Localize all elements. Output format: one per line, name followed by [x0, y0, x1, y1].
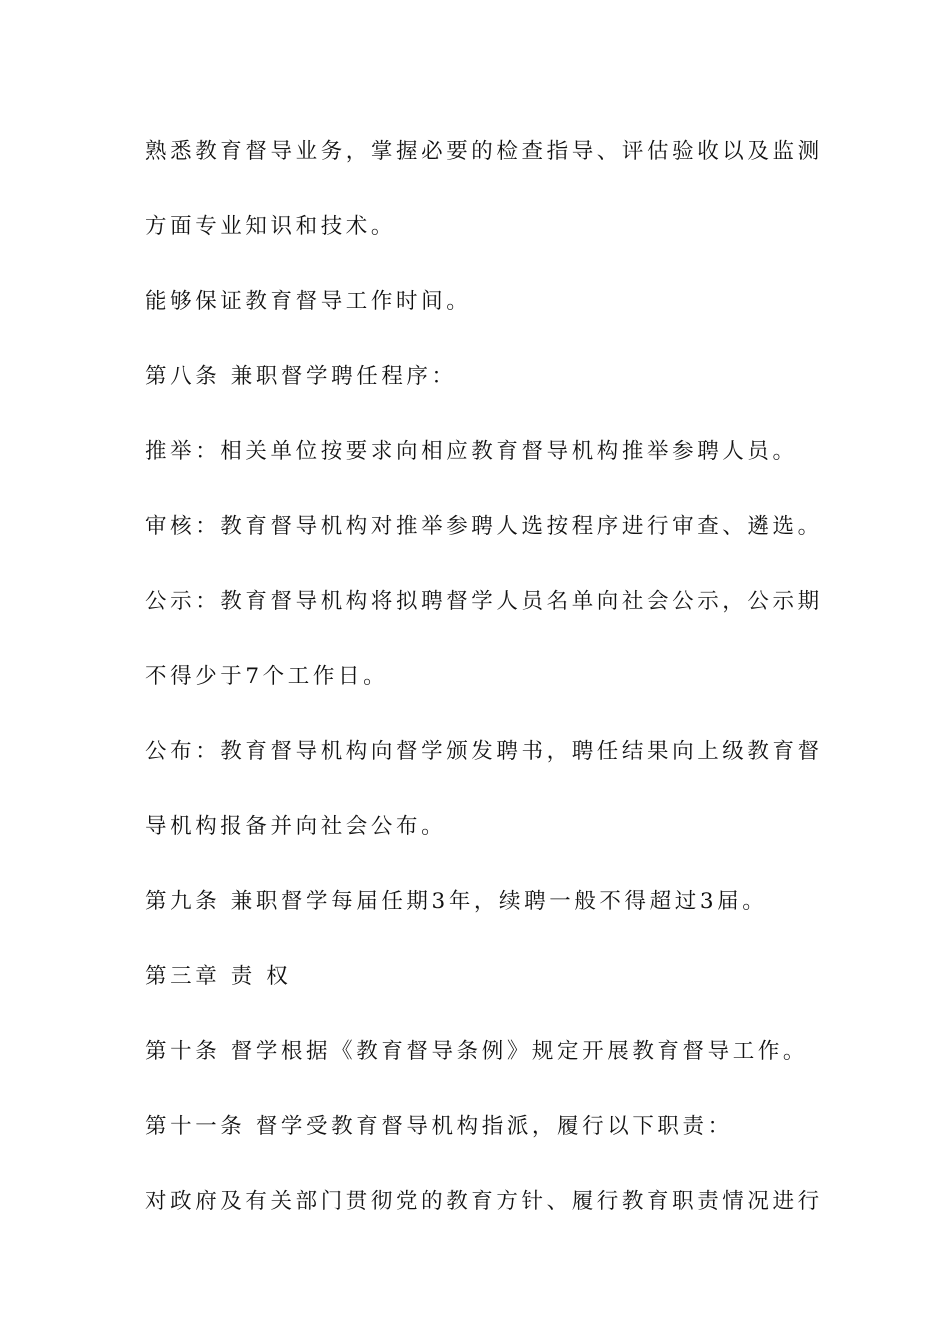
article-heading: 第九条 兼职督学每届任期3年，续聘一般不得超过3届。 — [145, 889, 768, 914]
text-line: 公示：教育督导机构将拟聘督学人员名单向社会公示，公示期 — [145, 589, 823, 614]
text-line: 熟悉教育督导业务，掌握必要的检查指导、评估验收以及监测 — [145, 139, 823, 164]
text-line: 能够保证教育督导工作时间。 — [145, 289, 472, 314]
text-line: 审核：教育督导机构对推举参聘人选按程序进行审查、遴选。 — [145, 514, 823, 539]
text-line: 推举：相关单位按要求向相应教育督导机构推举参聘人员。 — [145, 439, 798, 464]
article-heading: 第八条 兼职督学聘任程序： — [145, 364, 457, 389]
text-line: 不得少于7个工作日。 — [145, 664, 389, 689]
article-heading: 第十条 督学根据《教育督导条例》规定开展教育督导工作。 — [145, 1039, 809, 1064]
text-line: 导机构报备并向社会公布。 — [145, 814, 447, 839]
chapter-heading: 第三章 责 权 — [145, 964, 292, 989]
text-line: 公布：教育督导机构向督学颁发聘书，聘任结果向上级教育督 — [145, 739, 823, 764]
text-line: 对政府及有关部门贯彻党的教育方针、履行教育职责情况进行 — [145, 1189, 823, 1214]
article-heading: 第十一条 督学受教育督导机构指派，履行以下职责： — [145, 1114, 733, 1139]
text-line: 方面专业知识和技术。 — [145, 214, 397, 239]
